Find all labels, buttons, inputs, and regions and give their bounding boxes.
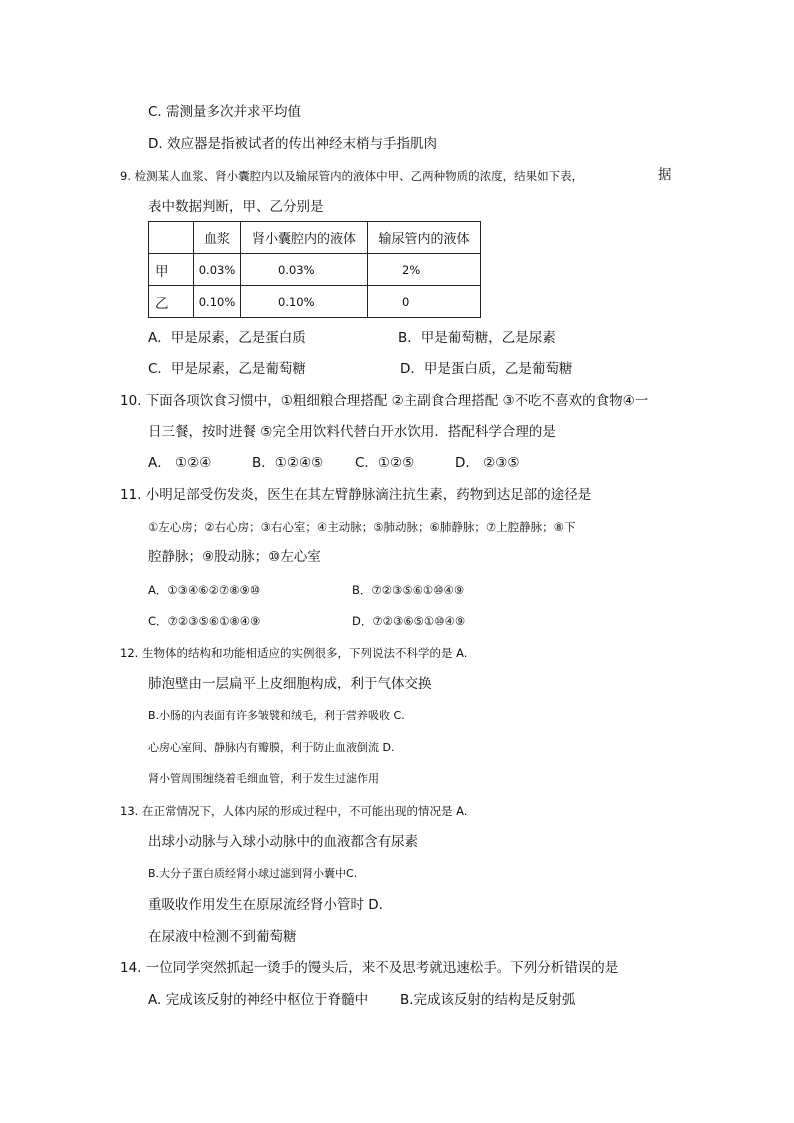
table-cell: 0.03%: [241, 254, 368, 286]
q9-stem-line1: 9. 检测某人血浆、肾小囊腔内以及输尿管内的液体中甲、乙两种物质的浓度，结果如下表，: [120, 169, 584, 183]
q10-option-d: D． ②③⑤: [455, 455, 520, 471]
q10-option-a: A． ①②④: [148, 455, 212, 471]
q14-stem: 14. 一位同学突然抓起一烫手的馒头后，来不及思考就迅速松手。下列分析错误的是: [120, 960, 619, 976]
table-header-cell: 输尿管内的液体: [368, 222, 481, 254]
q9-option-a: A．甲是尿素，乙是蛋白质: [148, 330, 306, 346]
q12-line4: 肾小管周围缠绕着毛细血管，利于发生过滤作用: [148, 772, 379, 785]
q11-stem: 11. 小明足部受伤发炎，医生在其左臂静脉滴注抗生素，药物到达足部的途径是: [120, 487, 592, 503]
q13-stem: 13. 在正常情况下，人体内尿的形成过程中，不可能出现的情况是 A.: [120, 804, 468, 818]
q10-option-c: C．①②⑤: [355, 455, 415, 471]
q13-line1: 出球小动脉与入球小动脉中的血液都含有尿素: [148, 834, 418, 850]
q9-option-d: D．甲是蛋白质，乙是葡萄糖: [400, 361, 573, 377]
q13-line4: 在尿液中检测不到葡萄糖: [148, 929, 297, 945]
table-header-cell: 血浆: [194, 222, 241, 254]
q11-option-a: A．①③④⑥②⑦⑧⑨⑩: [148, 583, 261, 597]
q10-option-b: B．①②④⑤: [252, 455, 324, 471]
q13-line2: B.大分子蛋白质经肾小球过滤到肾小囊中C.: [148, 867, 358, 880]
q11-option-b: B．⑦②③⑤⑥①⑩④⑨: [352, 583, 465, 597]
q9-data-table: [148, 221, 481, 318]
q10-stem-line2: 日三餐，按时进餐 ⑤完全用饮料代替白开水饮用．搭配科学合理的是: [148, 424, 556, 440]
q11-option-c: C．⑦②③⑤⑥①⑧④⑨: [148, 614, 261, 628]
table-row: [149, 254, 481, 286]
q11-option-d: D．⑦②③⑥⑤①⑩④⑨: [352, 614, 466, 628]
table-header-row: [149, 222, 481, 254]
table-row: [149, 286, 481, 318]
q11-list-line1: ①左心房；②右心房；③右心室；④主动脉；⑤肺动脉；⑥肺静脉；⑦上腔静脉；⑧下: [148, 520, 576, 534]
table-cell: 0.03%: [194, 254, 241, 286]
q9-option-c: C．甲是尿素，乙是葡萄糖: [148, 361, 306, 377]
q12-line1: 肺泡壁由一层扁平上皮细胞构成，利于气体交换: [148, 676, 432, 692]
table-header-cell: [149, 222, 194, 254]
table-header-cell: 肾小囊腔内的液体: [241, 222, 368, 254]
q11-list-line2: 腔静脉；⑨股动脉；⑩左心室: [148, 549, 321, 565]
table-cell: 0.10%: [194, 286, 241, 318]
q13-line3: 重吸收作用发生在原尿流经肾小管时 D.: [148, 897, 383, 913]
q14-option-a: A. 完成该反射的神经中枢位于脊髓中: [148, 992, 369, 1008]
q8-option-c: C. 需测量多次并求平均值: [148, 104, 302, 120]
q8-option-d: D. 效应器是指被试者的传出神经末梢与手指肌肉: [148, 136, 437, 152]
table-cell: 0.10%: [241, 286, 368, 318]
q14-option-b: B.完成该反射的结构是反射弧: [400, 992, 576, 1008]
q9-option-b: B．甲是葡萄糖，乙是尿素: [398, 330, 556, 346]
q9-stem-line2: 表中数据判断，甲、乙分别是: [148, 199, 324, 215]
table-cell: 2%: [368, 254, 481, 286]
table-cell: 0: [368, 286, 481, 318]
table-row-label: 甲: [149, 254, 194, 286]
table-row-label: 乙: [149, 286, 194, 318]
q12-line3: 心房心室间、静脉内有瓣膜，利于防止血液倒流 D.: [148, 741, 395, 754]
q12-line2: B.小肠的内表面有许多皱襞和绒毛，利于营养吸收 C.: [148, 709, 405, 722]
q12-stem: 12. 生物体的结构和功能相适应的实例很多，下列说法不科学的是 A.: [120, 646, 468, 660]
q10-stem-line1: 10. 下面各项饮食习惯中，①粗细粮合理搭配 ②主副食合理搭配 ③不吃不喜欢的食物④一: [120, 393, 649, 409]
q9-stem-line1-end: 据: [658, 167, 672, 183]
